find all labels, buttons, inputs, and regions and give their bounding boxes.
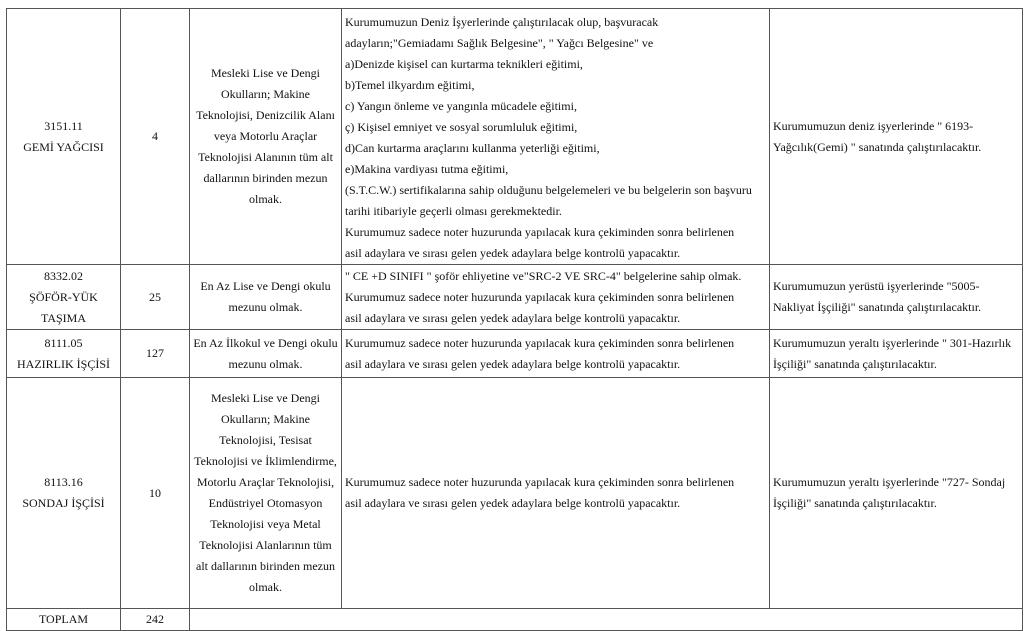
requirements-cell <box>342 378 770 609</box>
position-cell <box>7 378 121 609</box>
note-cell: Kurumumuzun yerüstü işyerlerinde "5005-Nakliyat İşçiliği" sanatında çalıştırılacaktır. <box>770 265 1023 330</box>
education-cell: En Az İlkokul ve Dengi okulu mezunu olmak. <box>190 330 342 378</box>
total-label: TOPLAM <box>7 609 121 631</box>
requirement-line: (S.T.C.W.) sertifikalarına sahip olduğunu belgelemeleri ve bu belgelerin son başvuru <box>345 183 752 197</box>
requirement-line: ç) Kişisel emniyet ve sosyal sorumluluk eğitimi, <box>345 120 578 134</box>
education-cell: En Az Lise ve Dengi okulu mezunu olmak. <box>190 265 342 330</box>
education-cell: Mesleki Lise ve Dengi Okulların; Makine Teknolojisi, Denizcilik Alanı veya Motorlu Araçlar Teknolojisi Alanının tüm alt dallarının birinden mezun olmak. <box>190 9 342 265</box>
education-cell: Mesleki Lise ve Dengi Okulların; Makine Teknolojisi, Tesisat Teknolojisi ve İklimlendirme, Motorlu Araçlar Teknolojisi, Endüstriyel Otomasyon Teknolojisi veya Metal Teknolojisi Alanlarının tüm alt dallarının birinden mezun olmak. <box>190 378 342 609</box>
requirement-line: asil adaylara ve sırası gelen yedek adaylara belge kontrolü yapacaktır. <box>345 246 681 260</box>
position-title: HAZIRLIK İŞÇİSİ <box>17 356 110 371</box>
count-cell: 127 <box>121 330 190 378</box>
requirement-line: Kurumumuz sadece noter huzurunda yapılacak kura çekiminden sonra belirlenen <box>345 335 735 350</box>
table-row <box>7 378 1023 609</box>
requirement-line: asil adaylara ve sırası gelen yedek adaylara belge kontrolü yapacaktır. <box>345 496 681 510</box>
requirements-cell <box>342 265 770 330</box>
requirement-line: c) Yangın önleme ve yangınla mücadele eğitimi, <box>345 99 577 113</box>
requirements-cell <box>342 330 770 378</box>
requirement-line: a)Denizde kişisel can kurtarma teknikleri eğitimi, <box>345 57 583 71</box>
table-row <box>7 9 1023 265</box>
position-cell <box>7 265 121 330</box>
requirement-line: Kurumumuz sadece noter huzurunda yapılacak kura çekiminden sonra belirlenen <box>345 225 735 239</box>
requirement-line: b)Temel ilkyardım eğitimi, <box>345 78 475 92</box>
note-cell: Kurumumuzun yeraltı işyerlerinde "727- Sondaj İşçiliği" sanatında çalıştırılacaktır. <box>770 378 1023 609</box>
table-row <box>7 330 1023 378</box>
count-cell: 10 <box>121 378 190 609</box>
position-title: ŞÖFÖR-YÜK TAŞIMA <box>29 289 98 325</box>
count-cell: 4 <box>121 9 190 265</box>
total-count: 242 <box>121 609 190 631</box>
requirement-line: Kurumumuz sadece noter huzurunda yapılacak kura çekiminden sonra belirlenen <box>345 289 735 304</box>
note-cell: Kurumumuzun deniz işyerlerinde " 6193-Yağcılık(Gemi) " sanatında çalıştırılacaktır. <box>770 9 1023 265</box>
requirement-line: e)Makina vardiyası tutma eğitimi, <box>345 162 509 176</box>
position-code: 8113.16 <box>44 475 83 489</box>
table-row <box>7 265 1023 330</box>
position-title: SONDAJ İŞÇİSİ <box>22 496 105 510</box>
count-cell: 25 <box>121 265 190 330</box>
requirement-line: " CE +D SINIFI " şoför ehliyetine ve"SRC-2 VE SRC-4" belgelerine sahip olmak. <box>345 268 742 283</box>
position-code: 8111.05 <box>44 335 83 350</box>
requirement-line: Kurumumuz sadece noter huzurunda yapılacak kura çekiminden sonra belirlenen <box>345 475 735 489</box>
requirement-line: adayların;"Gemiadamı Sağlık Belgesine", " Yağcı Belgesine" ve <box>345 36 654 50</box>
requirement-line: tarihi itibariyle geçerli olması gerekmektedir. <box>345 204 562 218</box>
positions-table <box>6 8 1023 631</box>
requirement-line: asil adaylara ve sırası gelen yedek adaylara belge kontrolü yapacaktır. <box>345 356 681 371</box>
position-cell <box>7 330 121 378</box>
requirement-line: asil adaylara ve sırası gelen yedek adaylara belge kontrolü yapacaktır. <box>345 310 681 325</box>
position-code: 8332.02 <box>44 268 83 283</box>
requirements-cell <box>342 9 770 265</box>
note-cell: Kurumumuzun yeraltı işyerlerinde " 301-Hazırlık İşçiliği" sanatında çalıştırılacaktır. <box>770 330 1023 378</box>
requirement-line: Kurumumuzun Deniz İşyerlerinde çalıştırılacak olup, başvuracak <box>345 15 659 29</box>
position-title: GEMİ YAĞCISI <box>23 139 104 154</box>
position-cell <box>7 9 121 265</box>
position-code: 3151.11 <box>44 118 83 133</box>
requirement-line: d)Can kurtarma araçlarını kullanma yeterliği eğitimi, <box>345 141 600 155</box>
